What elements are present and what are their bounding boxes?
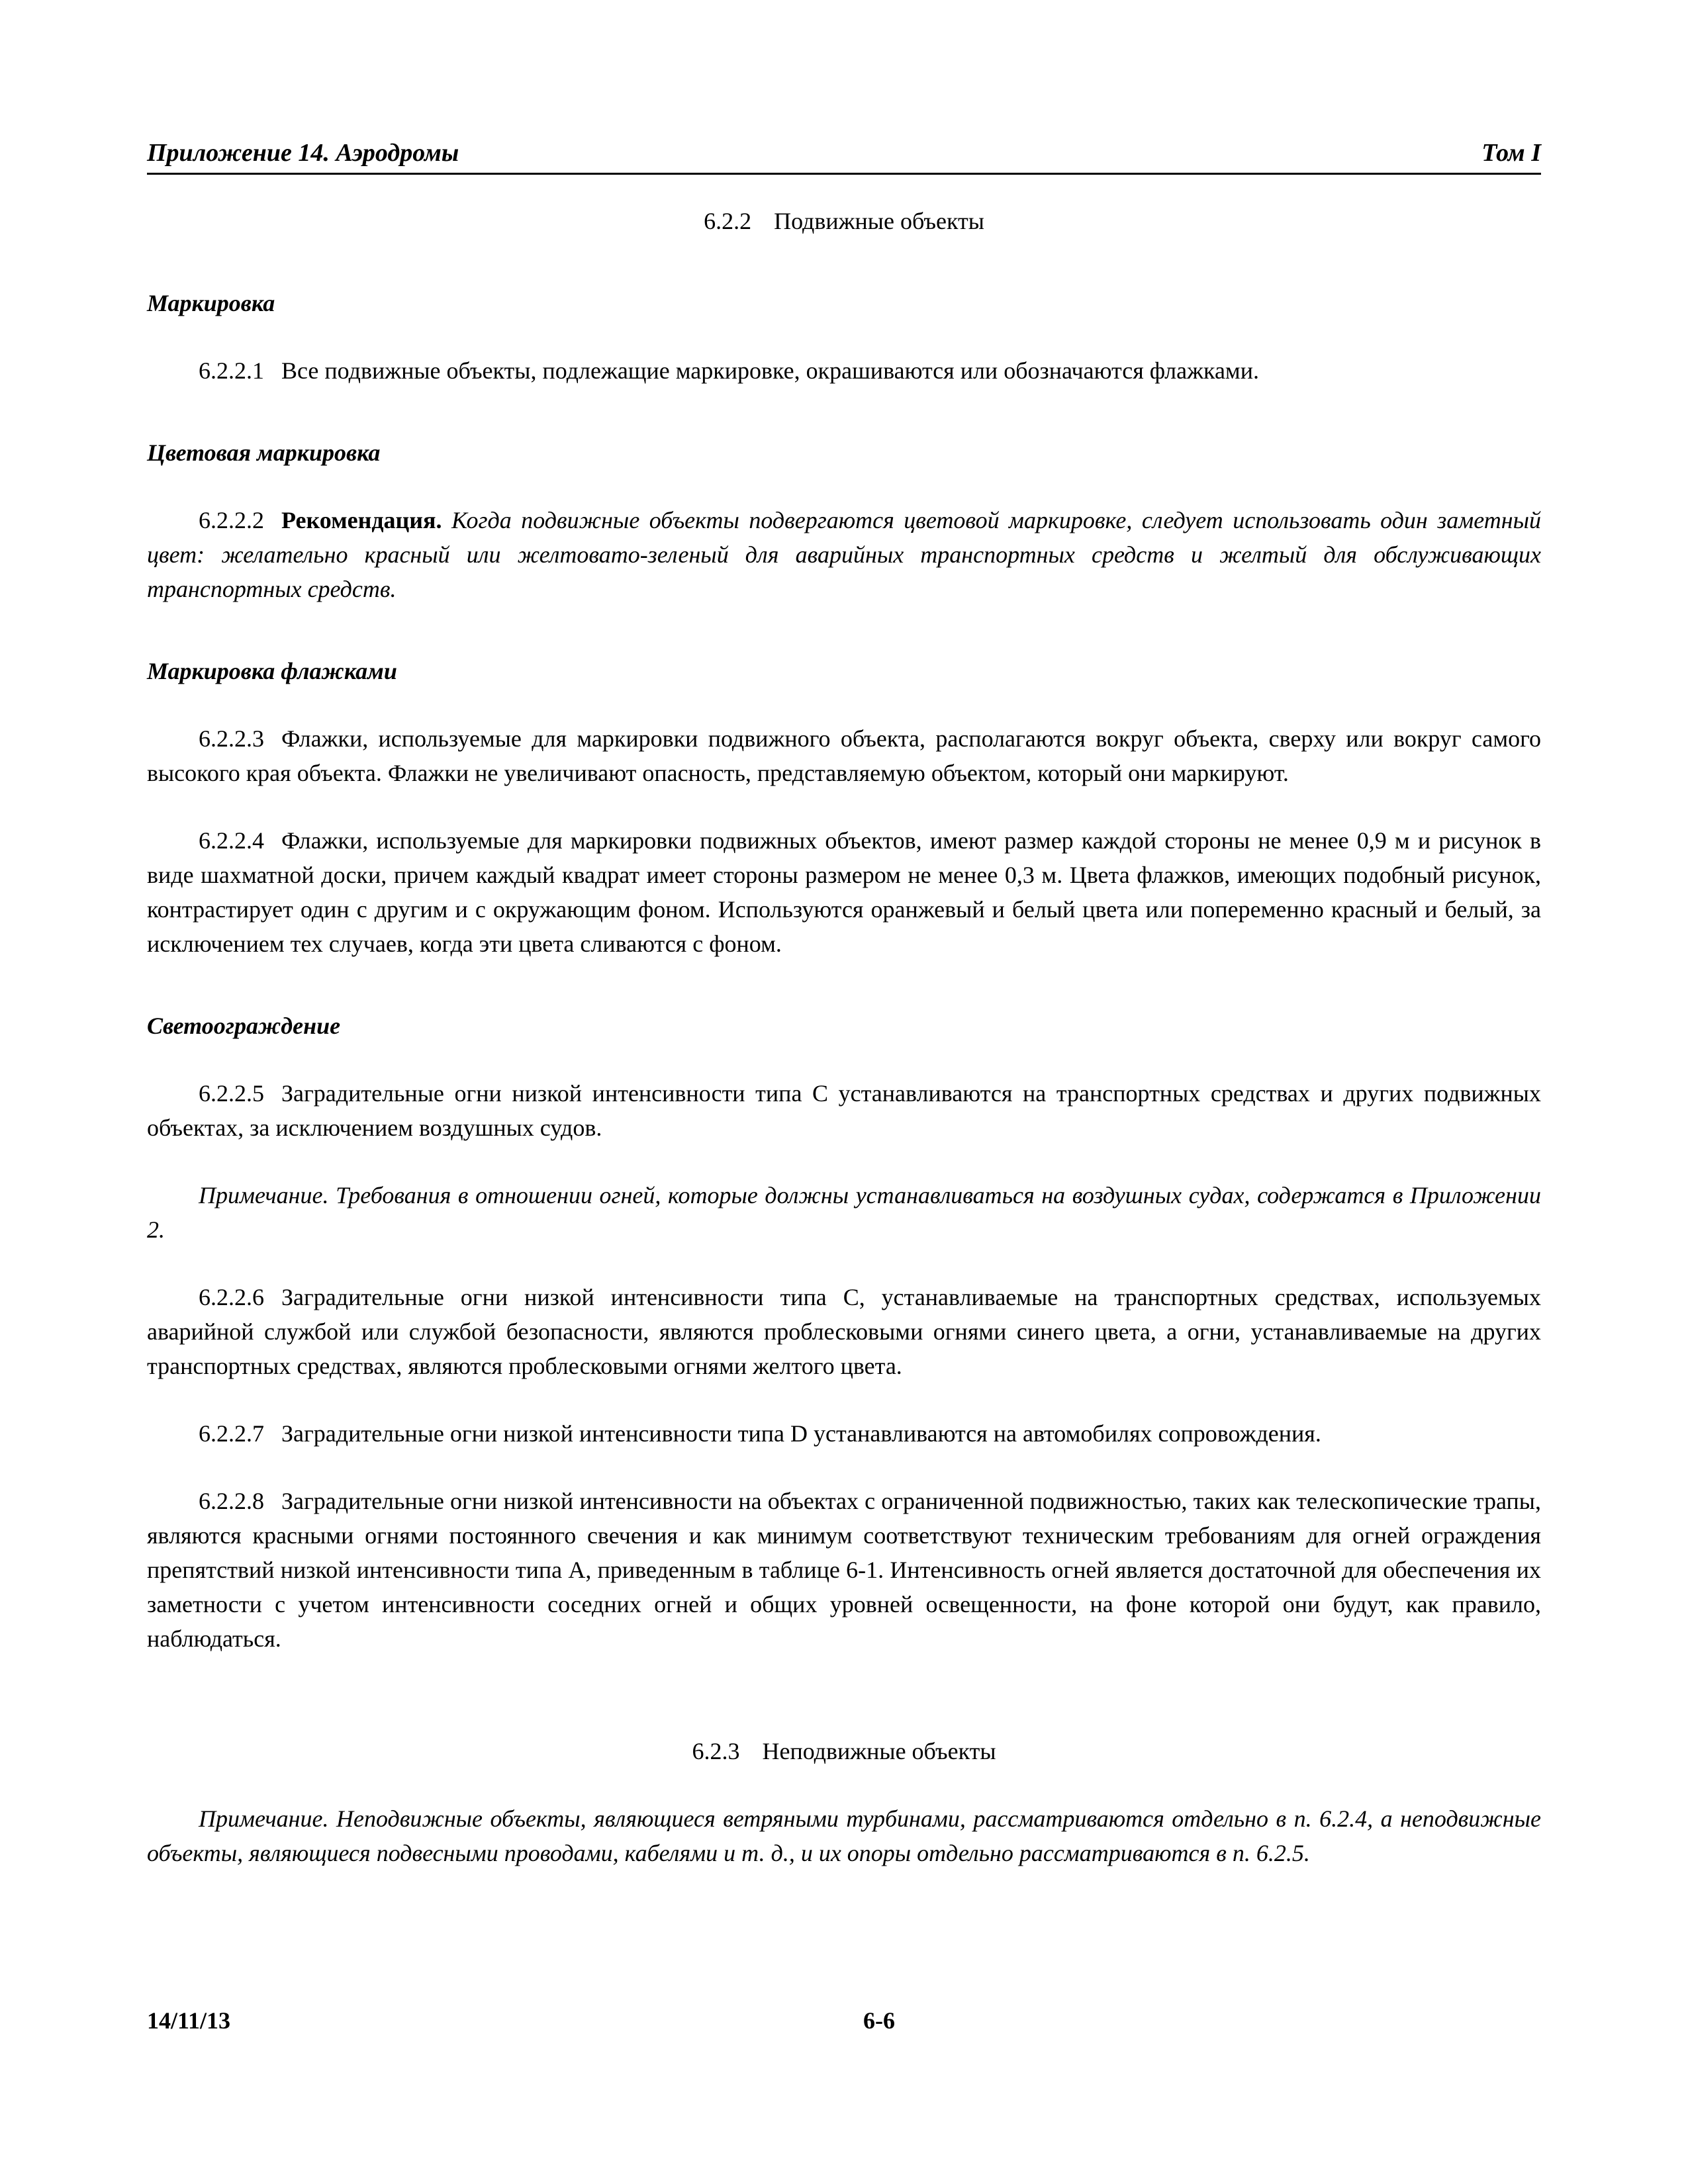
paragraph-number: 6.2.2.5 xyxy=(199,1080,264,1107)
header-document-title: Приложение 14. Аэродромы xyxy=(147,139,459,167)
section-title-6-2-2 xyxy=(147,204,1541,238)
paragraph-6-2-2-4 xyxy=(147,823,1541,961)
subheading-marking: Маркировка xyxy=(147,290,275,316)
paragraph-number: 6.2.2.4 xyxy=(199,827,264,854)
document-body xyxy=(147,199,1541,1870)
paragraph-text: Флажки, используемые для маркировки подвижных объектов, имеют размер каждой стороны не менее 0,9 м и рисунок в виде шахматной доски, причем каждый квадрат имеет стороны размером не менее 0,3 м. Цвета флажков, имеющих подобный рисунок, контрастирует один с другим и с окружающим фоном. Используются оранжевый и белый цвета или попеременно красный и белый, за исключением тех случаев, когда эти цвета сливаются с фоном. xyxy=(147,827,1541,957)
section-title-text: Подвижные объекты xyxy=(774,208,984,234)
footer-page-number: 6-6 xyxy=(863,2007,895,2034)
paragraph-number: 6.2.2.6 xyxy=(199,1284,264,1310)
section-number: 6.2.2 xyxy=(704,208,752,234)
note-fixed-objects: Примечание. Неподвижные объекты, являющиеся ветряными турбинами, рассматриваются отдельно в п. 6.2.4, а неподвижные объекты, являющиеся подвесными проводами, кабелями и т. д., и их опоры отдельно рассматриваются в п. 6.2.5. xyxy=(147,1805,1541,1866)
paragraph-6-2-2-3 xyxy=(147,721,1541,790)
paragraph-number: 6.2.2.7 xyxy=(199,1420,264,1447)
paragraph-number: 6.2.2.1 xyxy=(199,357,264,384)
paragraph-text: Заградительные огни низкой интенсивности типа D устанавливаются на автомобилях сопровождения. xyxy=(281,1420,1321,1447)
paragraph-6-2-2-2 xyxy=(147,503,1541,606)
header-volume: Том I xyxy=(1481,139,1541,167)
paragraph-text: Заградительные огни низкой интенсивности типа С устанавливаются на транспортных средствах и других подвижных объектах, за исключением воздушных судов. xyxy=(147,1080,1541,1141)
section-number: 6.2.3 xyxy=(692,1738,740,1764)
subheading-color-marking: Цветовая маркировка xyxy=(147,439,381,466)
note-aircraft-lights: Примечание. Требования в отношении огней, которые должны устанавливаться на воздушных судах, содержатся в Приложении 2. xyxy=(147,1182,1541,1243)
paragraph-6-2-2-8 xyxy=(147,1484,1541,1656)
paragraph-text: Заградительные огни низкой интенсивности типа C, устанавливаемые на транспортных средствах, используемых аварийной службой или службой безопасности, являются проблесковыми огнями синего цвета, а огни, устанавливаемые на других транспортных средствах, являются проблесковыми огнями желтого цвета. xyxy=(147,1284,1541,1379)
paragraph-text: Флажки, используемые для маркировки подвижного объекта, располагаются вокруг объекта, сверху или вокруг самого высокого края объекта. Флажки не увеличивают опасность, представляемую объектом, который они маркируют. xyxy=(147,725,1541,786)
paragraph-6-2-2-1 xyxy=(147,353,1541,388)
page-header xyxy=(147,134,1541,175)
paragraph-text: Заградительные огни низкой интенсивности на объектах с ограниченной подвижностью, таких как телескопические трапы, являются красными огнями постоянного свечения и как минимум соответствуют техническим требованиям для огней ограждения препятствий низкой интенсивности типа A, приведенным в таблице 6-1. Интенсивность огней является достаточной для обеспечения их заметности с учетом интенсивности соседних огней и общих уровней освещенности, на фоне которой они будут, как правило, наблюдаться. xyxy=(147,1488,1541,1652)
subheading-lighting: Светоограждение xyxy=(147,1013,341,1039)
subheading-flag-marking: Маркировка флажками xyxy=(147,658,397,684)
paragraph-6-2-2-5 xyxy=(147,1076,1541,1145)
paragraph-number: 6.2.2.8 xyxy=(199,1488,264,1514)
page-footer xyxy=(147,2007,895,2034)
section-title-6-2-3 xyxy=(147,1734,1541,1768)
section-title-text: Неподвижные объекты xyxy=(762,1738,996,1764)
footer-date: 14/11/13 xyxy=(147,2007,231,2034)
paragraph-6-2-2-7 xyxy=(147,1416,1541,1451)
paragraph-text: Когда подвижные объекты подвергаются цветовой маркировке, следует использовать один заметный цвет: желательно красный или желтовато-зеленый для аварийных транспортных средств и желтый для обслуживающих транспортных средств. xyxy=(147,507,1541,602)
paragraph-number: 6.2.2.3 xyxy=(199,725,264,752)
paragraph-6-2-2-6 xyxy=(147,1280,1541,1383)
recommendation-label: Рекомендация. xyxy=(281,507,442,533)
paragraph-number: 6.2.2.2 xyxy=(199,507,264,533)
paragraph-text: Все подвижные объекты, подлежащие маркировке, окрашиваются или обозначаются флажками. xyxy=(281,357,1259,384)
